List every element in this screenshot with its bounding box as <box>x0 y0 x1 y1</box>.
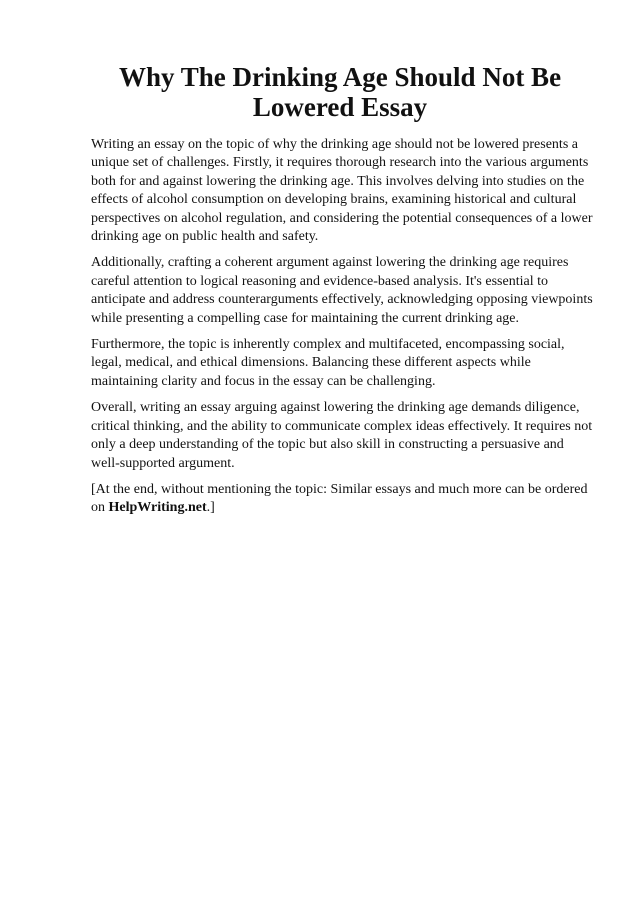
closing-prefix: [At the end, without mentioning the topic: Similar essays and much more can be ordered on <box>91 481 588 516</box>
paragraph-4: Overall, writing an essay arguing against lowering the drinking age demands diligence, critical thinking, and the ability to communicate complex ideas effectively. It requires not only a deep understanding of the topic but also skill in constructing a persuasive and well-supported argument. <box>91 400 593 471</box>
paragraph-1: Writing an essay on the topic of why the drinking age should not be lowered presents a unique set of challenges. Firstly, it requires thorough research into the various arguments both for and against lowering the drinking age. This involves delving into studies on the effects of alcohol consumption on developing brains, examining historical and cultural perspectives on alcohol regulation, and considering the potential consequences of a lower drinking age on public health and safety. <box>91 137 593 245</box>
brand-name: HelpWriting.net <box>108 500 207 516</box>
closing-suffix: .] <box>206 500 215 516</box>
closing-paragraph <box>91 481 596 518</box>
paragraph-3: Furthermore, the topic is inherently complex and multifaceted, encompassing social, legal, medical, and ethical dimensions. Balancing these different aspects while maintaining clarity and focus in the essay can be challenging. <box>91 337 565 389</box>
paragraph-2: Additionally, crafting a coherent argument against lowering the drinking age requires careful attention to logical reasoning and evidence-based analysis. It's essential to anticipate and address counterarguments effectively, acknowledging opposing viewpoints while presenting a compelling case for maintaining the current drinking age. <box>91 255 593 326</box>
document-body <box>91 136 596 526</box>
document-title: Why The Drinking Age Should Not Be Lowered Essay <box>118 62 562 122</box>
